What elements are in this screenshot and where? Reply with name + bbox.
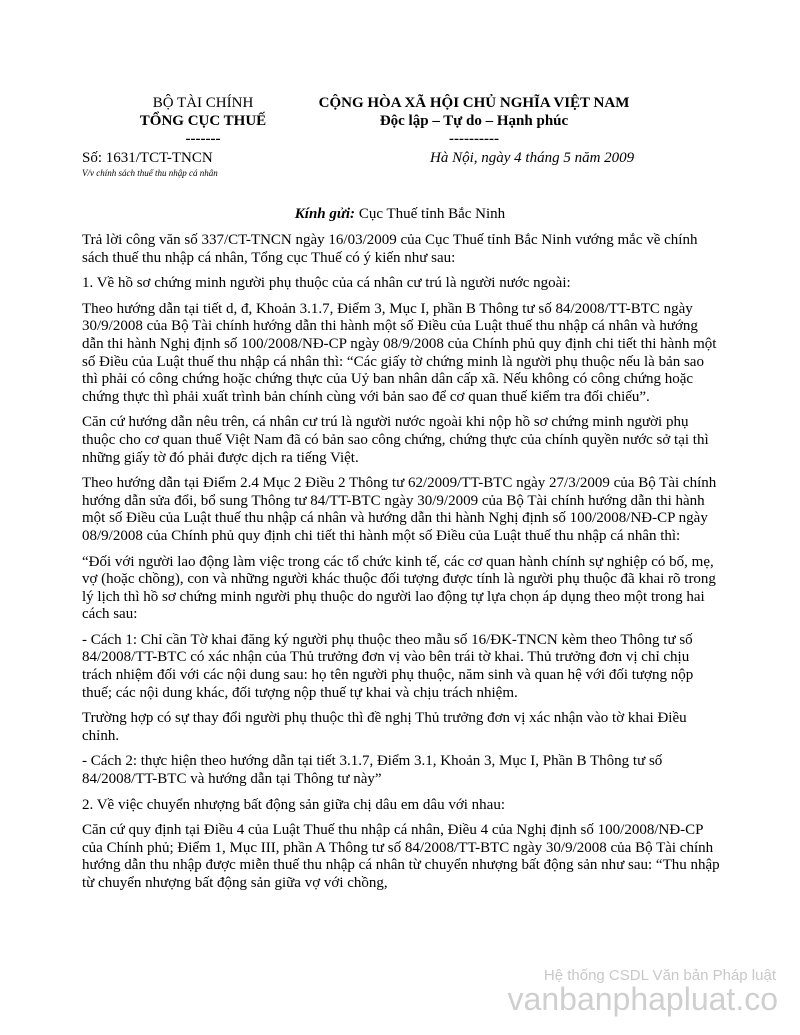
recipient-label: Kính gửi:	[294, 206, 356, 222]
watermark-caption: Hệ thống CSDL Văn bản Pháp luật	[543, 967, 776, 984]
national-header	[298, 94, 650, 148]
paragraph: Theo hướng dẫn tại Điểm 2.4 Mục 2 Điều 2 Thông tư 62/2009/TT-BTC ngày 27/3/2009 của Bộ Tài chính hướng dẫn sửa đổi, bổ sung Thông tư 84/TT-BTC ngày 30/9/2009 của Bộ Tài chính hướng dẫn thi hành một số Điều của Luật thuế thu nhập cá nhân và hướng dẫn thi hành Nghị định số 100/2008/NĐ-CP ngày 08/9/2008 của Chính phủ quy định chi tiết thi hành một số Điều của Luật thuế thu nhập cá nhân thì:	[82, 475, 717, 544]
motto: Độc lập – Tự do – Hạnh phúc	[379, 113, 569, 129]
paragraph: - Cách 2: thực hiện theo hướng dẫn tại tiết 3.1.7, Điểm 3.1, Khoản 3, Mục I, Phần B Thông tư số 84/2008/TT-BTC và hướng dẫn tại Thông tư này”	[82, 753, 663, 788]
paragraph: - Cách 1: Chỉ cần Tờ khai đăng ký người phụ thuộc theo mẫu số 16/ĐK-TNCN kèm theo Thông tư số 84/2008/TT-BTC có xác nhận của Thủ trưởng đơn vị vào bên trái tờ khai. Thủ trưởng đơn vị chỉ chịu trách nhiệm đối với các nội dung sau: họ tên người phụ thuộc, năm sinh và quan hệ với đối tượng nộp thuế; các nội dung khác, đối tượng nộp thuế tự khai và chịu trách nhiệm.	[82, 631, 694, 701]
paragraph: 2. Về việc chuyển nhượng bất động sản giữa chị dâu em dâu với nhau:	[82, 796, 505, 813]
issuer-block	[108, 94, 298, 148]
paragraph: Căn cứ hướng dẫn nêu trên, cá nhân cư trú là người nước ngoài khi nộp hồ sơ chứng minh người phụ thuộc cho cơ quan thuế Việt Nam đã có bản sao công chứng, chứng thực của chính quyền nước sở tại thì những giấy tờ đó phải được dịch ra tiếng Việt.	[82, 414, 709, 466]
paragraph: 1. Về hồ sơ chứng minh người phụ thuộc của cá nhân cư trú là người nước ngoài:	[82, 275, 571, 292]
ministry-name: BỘ TÀI CHÍNH	[152, 95, 254, 111]
country-name: CỘNG HÒA XÃ HỘI CHỦ NGHĨA VIỆT NAM	[318, 95, 630, 111]
place-date: Hà Nội, ngày 4 tháng 5 năm 2009	[430, 150, 635, 166]
document-body	[82, 232, 722, 901]
department-name: TỔNG CỤC THUẾ	[139, 113, 267, 129]
right-separator: ----------	[449, 131, 499, 147]
paragraph: Trường hợp có sự thay đổi người phụ thuộc thì đề nghị Thủ trưởng đơn vị xác nhận vào tờ khai Điều chỉnh.	[82, 710, 687, 744]
document-number: Số: 1631/TCT-TNCN	[82, 150, 213, 166]
recipient-name: Cục Thuế tỉnh Bắc Ninh	[358, 206, 506, 222]
document-subject: V/v chính sách thuế thu nhập cá nhân	[82, 168, 218, 178]
paragraph: Căn cứ quy định tại Điều 4 của Luật Thuế thu nhập cá nhân, Điều 4 của Nghị định số 100/2008/NĐ-CP của Chính phủ; Điểm 1, Mục III, phần A Thông tư số 84/2008/TT-BTC ngày 30/9/2008 của Bộ Tài chính hướng dẫn thu nhập được miễn thuế thu nhập cá nhân từ chuyển nhượng bất động sản như sau: “Thu nhập từ chuyển nhượng bất động sản giữa vợ với chồng,	[82, 822, 720, 891]
paragraph: Theo hướng dẫn tại tiết d, đ, Khoản 3.1.7, Điểm 3, Mục I, phần B Thông tư số 84/2008/TT-BTC ngày 30/9/2008 của Bộ Tài chính hướng dẫn thi hành một số Điều của Luật thuế thu nhập cá nhân và hướng dẫn thi hành Nghị định số 100/2008/NĐ-CP ngày 08/9/2008 của Chính phủ quy định chi tiết thi hành một số Điều của Luật thuế thu nhập cá nhân thì: “Các giấy tờ chứng minh là người phụ thuộc nếu là bản sao thì phải có công chứng hoặc chứng thực của Uỷ ban nhân dân cấp xã. Nếu không có công chứng hoặc chứng thực thì phải xuất trình bản chính cùng với bản sao để cơ quan thuế kiểm tra đối chiếu”.	[82, 300, 717, 405]
paragraph: Trả lời công văn số 337/CT-TNCN ngày 16/03/2009 của Cục Thuế tỉnh Bắc Ninh vướng mắc về chính sách thuế thu nhập cá nhân, Tổng cục Thuế có ý kiến như sau:	[82, 232, 698, 266]
left-separator: -------	[185, 131, 221, 147]
watermark-site: vanbanphapluat.co	[507, 981, 778, 1017]
recipient-line	[0, 206, 800, 223]
paragraph: “Đối với người lao động làm việc trong các tổ chức kinh tế, các cơ quan hành chính sự nghiệp có bố, mẹ, vợ (hoặc chồng), con và những người khác thuộc đối tượng được tính là người phụ thuộc đã khai rõ trong lý lịch thì hồ sơ chứng minh người phụ thuộc do người lao động tự lựa chọn áp dụng theo một trong hai cách sau:	[82, 553, 716, 623]
